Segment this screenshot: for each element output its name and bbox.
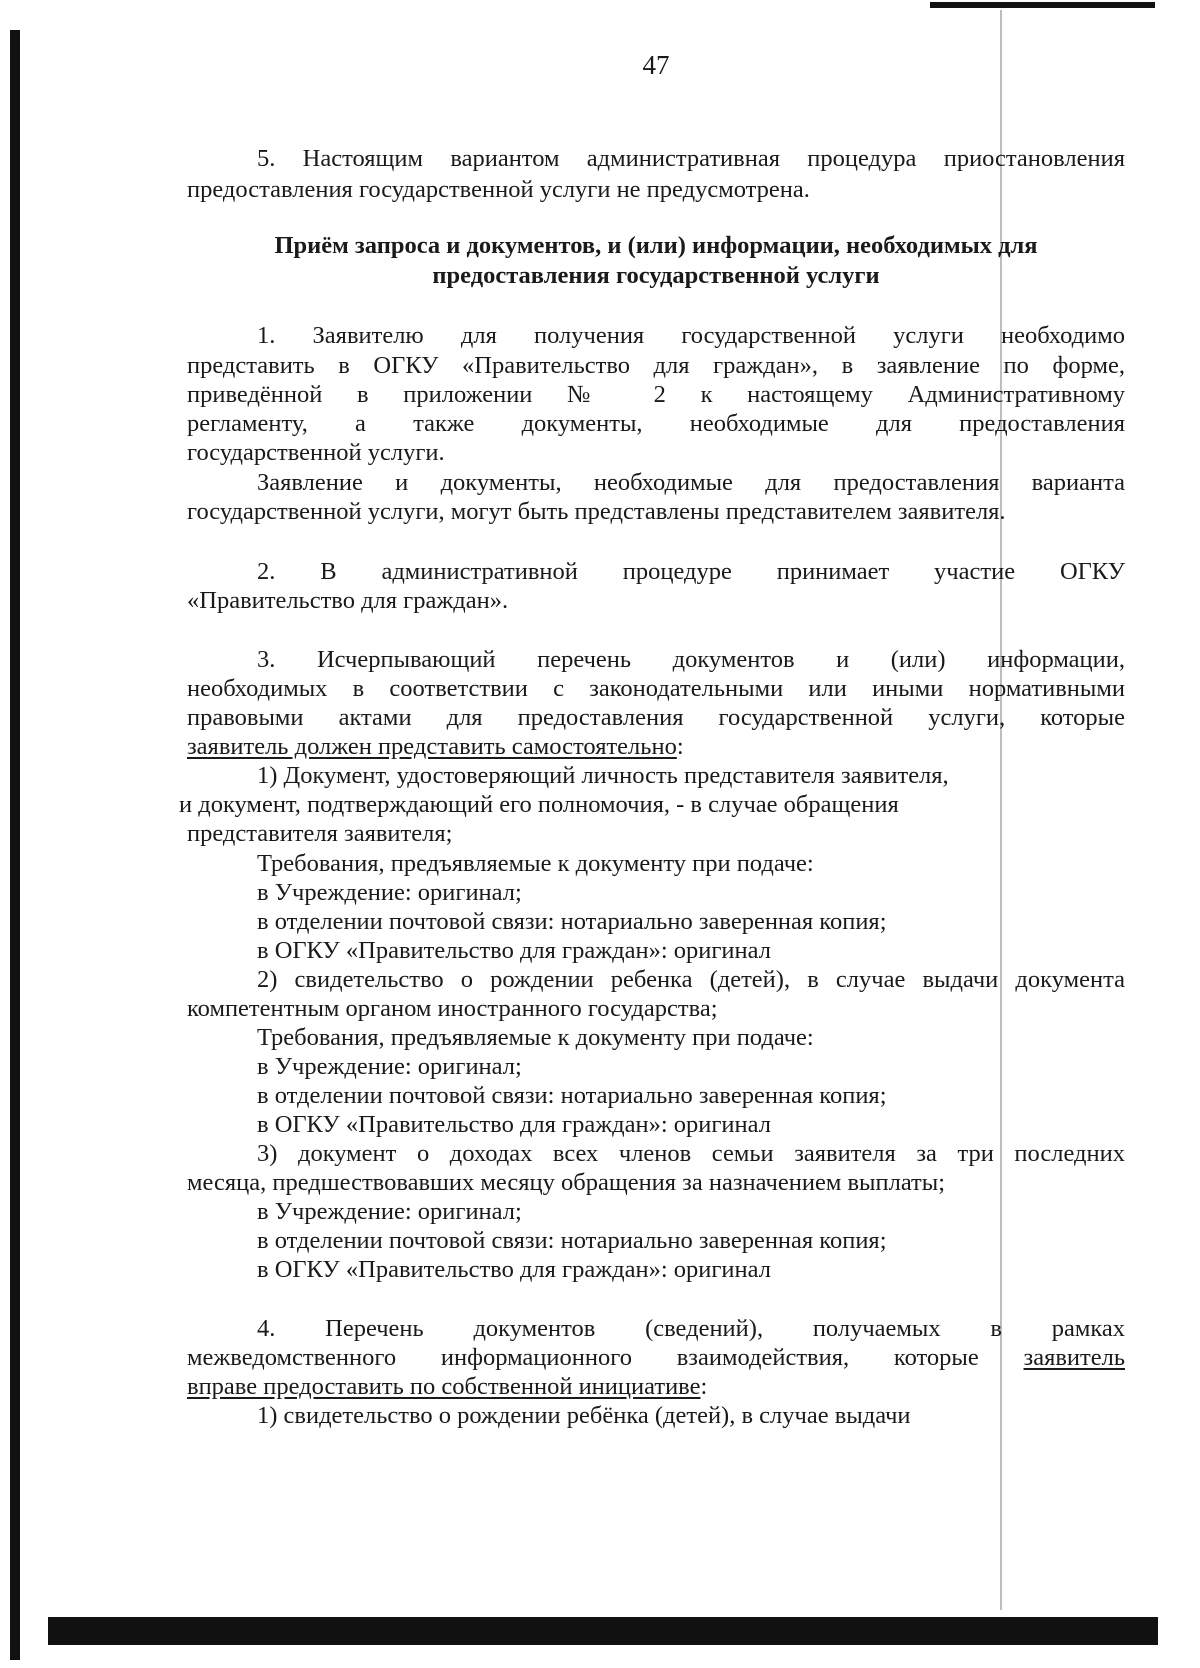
underlined-word: заявитель <box>1023 1344 1125 1371</box>
item-2-line-2: «Правительство для граждан». <box>187 587 509 614</box>
item-1-line-2: представить в ОГКУ «Правительство для граждан», в заявление по форме, <box>187 352 1125 379</box>
colon: : <box>676 733 684 760</box>
item-4-line-1: 4. Перечень документов (сведений), получаемых в рамках <box>257 1315 1125 1342</box>
item-3-doc-2-requirements: Требования, предъявляемые к документу при подаче: <box>257 1024 814 1051</box>
item-4-line-3 <box>187 1371 1125 1402</box>
item-1-line-1: 1. Заявителю для получения государственной услуги необходимо <box>257 322 1125 349</box>
colon: : <box>700 1373 708 1400</box>
scan-edge-bottom <box>48 1617 1158 1645</box>
item-3-doc-2-line-2: компетентным органом иностранного государства; <box>187 995 718 1022</box>
item-2-line-1: 2. В административной процедуре принимает участие ОГКУ <box>257 558 1125 585</box>
item-3-doc-3-line-1: 3) документ о доходах всех членов семьи заявителя за три последних <box>257 1140 1125 1167</box>
item-1-line-7: государственной услуги, могут быть представлены представителем заявителя. <box>187 498 1006 525</box>
underlined-phrase: заявитель должен представить самостоятельно <box>187 733 677 760</box>
section-5-line-1: 5. Настоящим вариантом административная процедура приостановления <box>257 145 1125 172</box>
underlined-phrase: вправе предоставить по собственной инициативе <box>187 1373 701 1400</box>
scan-edge-top <box>930 2 1155 8</box>
item-3-line-3: правовыми актами для предоставления государственной услуги, которые <box>187 704 1125 731</box>
item-3-doc-2-req-c: в ОГКУ «Правительство для граждан»: оригинал <box>257 1111 771 1138</box>
section-heading-line-1: Приём запроса и документов, и (или) информации, необходимых для <box>274 232 1038 259</box>
item-1-line-4: регламенту, а также документы, необходимые для предоставления <box>187 410 1125 437</box>
item-3-doc-2-req-a: в Учреждение: оригинал; <box>257 1053 522 1080</box>
item-3-line-4 <box>187 731 1125 762</box>
item-3-doc-1-line-3: представителя заявителя; <box>187 820 453 847</box>
page-number: 47 <box>642 50 670 80</box>
item-1-line-3: приведённой в приложении № 2 к настоящему Административному <box>187 381 1125 408</box>
item-4-line-2 <box>187 1342 1125 1373</box>
item-4-doc-1-line-1: 1) свидетельство о рождении ребёнка (детей), в случае выдачи <box>257 1402 911 1429</box>
item-1-line-6: Заявление и документы, необходимые для предоставления варианта <box>257 469 1125 496</box>
item-4-line-2-lead: межведомственного информационного взаимодействия, которые <box>187 1344 1024 1371</box>
item-3-doc-1-line-1: 1) Документ, удостоверяющий личность представителя заявителя, <box>257 762 949 789</box>
item-3-doc-2-req-b: в отделении почтовой связи: нотариально заверенная копия; <box>257 1082 887 1109</box>
item-3-doc-2-line-1: 2) свидетельство о рождении ребенка (детей), в случае выдачи документа <box>257 966 1125 993</box>
item-3-doc-1-req-a: в Учреждение: оригинал; <box>257 879 522 906</box>
item-3-doc-3-req-b: в отделении почтовой связи: нотариально заверенная копия; <box>257 1227 887 1254</box>
scan-edge-left <box>10 30 20 1660</box>
item-3-line-1: 3. Исчерпывающий перечень документов и (или) информации, <box>257 646 1125 673</box>
item-3-doc-3-req-a: в Учреждение: оригинал; <box>257 1198 522 1225</box>
item-3-doc-3-req-c: в ОГКУ «Правительство для граждан»: оригинал <box>257 1256 771 1283</box>
section-heading-line-2: предоставления государственной услуги <box>432 262 880 289</box>
item-3-doc-3-line-2: месяца, предшествовавших месяцу обращения за назначением выплаты; <box>187 1169 946 1196</box>
item-1-line-5: государственной услуги. <box>187 439 445 466</box>
item-3-line-2: необходимых в соответствии с законодательными или иными нормативными <box>187 675 1125 702</box>
item-3-doc-1-req-b: в отделении почтовой связи: нотариально заверенная копия; <box>257 908 887 935</box>
item-3-doc-1-requirements: Требования, предъявляемые к документу при подаче: <box>257 850 814 877</box>
item-3-doc-1-req-c: в ОГКУ «Правительство для граждан»: оригинал <box>257 937 771 964</box>
item-3-doc-1-line-2: и документ, подтверждающий его полномочия, - в случае обращения <box>179 791 899 818</box>
section-5-line-2: предоставления государственной услуги не предусмотрена. <box>187 176 810 203</box>
